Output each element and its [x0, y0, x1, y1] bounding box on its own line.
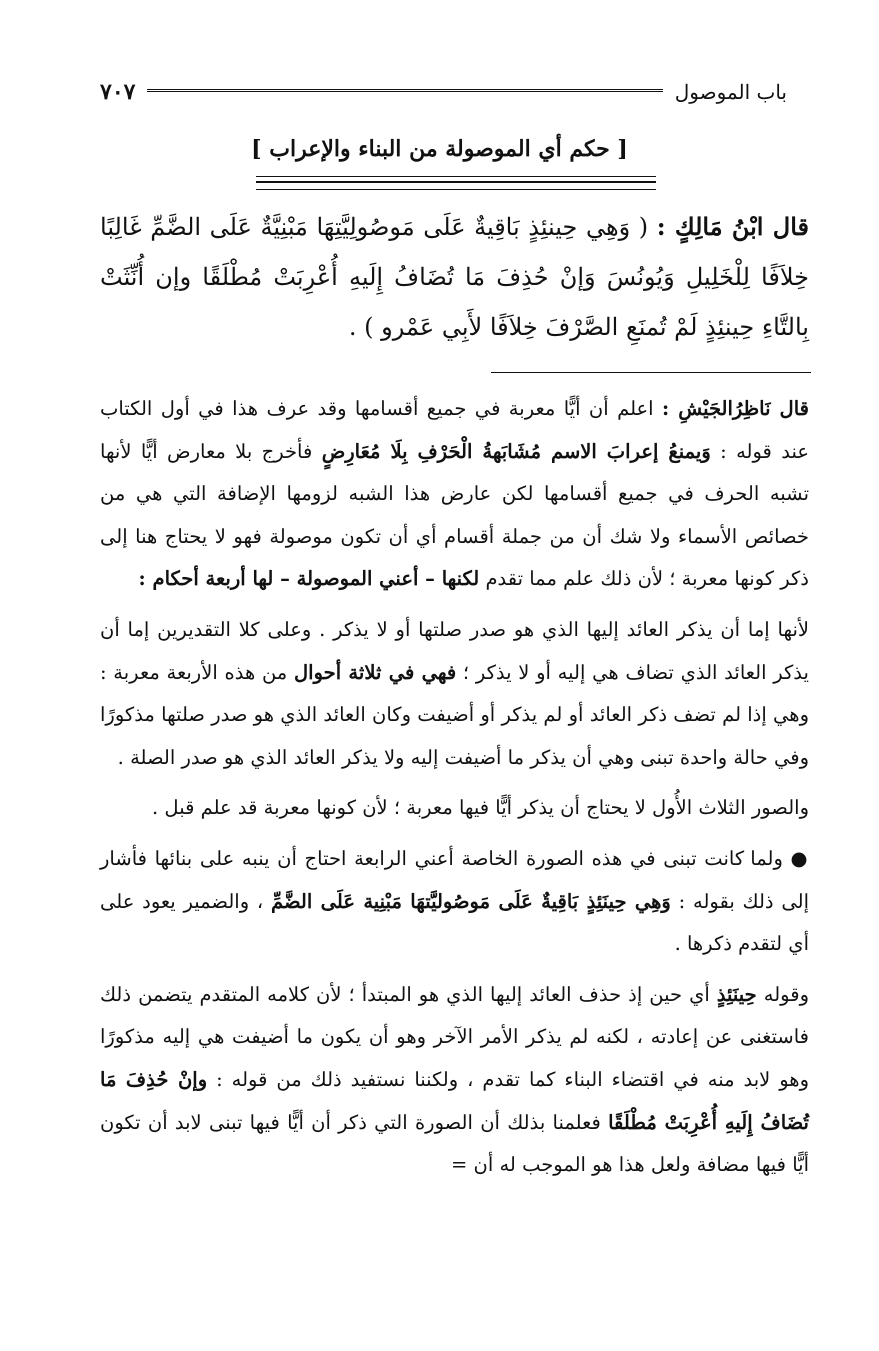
quoted-matn: وَهِي حِينَئِذٍ بَاقِيةٌ عَلَى مَوصُوليَّتهَا مَبْنِية عَلَى الضَّمِّ: [271, 889, 671, 913]
quoted-matn: وَيمنعُ إعرابَ الاسم مُشَابَهةُ الْحَرْفِ بِلَا مُعَارِضٍ: [321, 439, 711, 463]
bold-phrase: لكنها – أعني الموصولة – لها أربعة أحكام :: [138, 567, 480, 591]
paragraph-3: والصور الثلاث الأُول لا يحتاج أن يذكر أيًّا فيها معربة ؛ لأن كونها معربة قد علم قبل .: [152, 796, 809, 820]
paragraph-text: فأخرج بلا معارض أيًّا لأنها تشبه الحرف في جميع أقسامها لكن عارض هذا الشبه لزومها الإضافة التي هي من خصائص الأسماء ولا شك أن من جملة أقسام أي أن تكون موصولة فهو لا يحتاج هنا إلى ذكر كونها معربة ؛ لأن ذلك علم مما تقدم: [100, 439, 809, 591]
paragraph-5: [100, 974, 809, 1187]
paragraph-2: [100, 609, 809, 779]
title-underline: [256, 176, 656, 190]
running-header: [100, 72, 787, 112]
chapter-title: باب الموصول: [674, 80, 787, 104]
header-rule: [147, 89, 662, 95]
paragraph-text: فعلمنا بذلك أن الصورة التي ذكر أن أيًّا فيها تبنى لابد أن تكون أيًّا فيها مضافة ولعل هذا هو الموجب له أن =: [100, 1110, 809, 1177]
separator-rule: [491, 372, 811, 373]
paragraph-4: [100, 838, 809, 966]
paragraph-text: ولما كانت تبنى في هذه الصورة الخاصة أعني الرابعة احتاج أن ينبه على بنائها فأشار إلى ذلك بقوله :: [100, 846, 810, 913]
paragraph-text: أي حين إذ حذف العائد إليها الذي هو المبتدأ ؛ لأن كلامه المتقدم يتضمن ذلك فاستغنى عن إعادته ، لكنه لم يذكر الأمر الآخر وهو أن يكون ما أضيفت هي إليه مذكورًا وهو لابد منه في اقتضاء البناء كما تقدم ، ولكننا نستفيد ذلك من قوله :: [100, 982, 809, 1091]
bold-phrase: فهي في ثلاثة أحوال: [293, 660, 457, 684]
paragraph-text: لأنها إما أن يذكر العائد إليها الذي هو صدر صلتها أو لا يذكر . وعلى كلا التقديرين إما أن يذكر العائد الذي تضاف هي إليه أو لا يذكر ؛: [100, 617, 809, 684]
matn-speaker: قال ابْنُ مَالِكٍ :: [656, 212, 809, 241]
matn-text: [100, 202, 809, 352]
paragraph-text: من هذه الأربعة معربة : وهي إذا لم تضف ذكر العائد أو لم يذكر أو أضيفت وكان العائد الذي هو صدر صلتها مذكورًا وفي حالة واحدة تبنى وهي أن يذكر ما أضيفت إليه ولا يذكر العائد الذي هو صدر الصلة .: [100, 660, 809, 769]
paragraph-text: ، والضمير يعود على أي لتقدم ذكرها .: [100, 889, 809, 956]
bullet-icon: ●: [790, 846, 809, 870]
commentator-name: قال نَاظِرُالجَيْشِ :: [662, 397, 809, 420]
section-title: [ حكم أي الموصولة من البناء والإعراب ]: [251, 136, 628, 162]
commentary: [100, 388, 809, 1187]
paragraph-text: وقوله: [763, 982, 809, 1006]
paragraph-1: [100, 388, 809, 601]
page-number: ٧٠٧: [100, 79, 136, 105]
paragraph-text: اعلم أن أيًّا معربة في جميع أقسامها وقد عرف هذا في أول الكتاب عند قوله :: [100, 397, 810, 463]
quoted-matn: حِينَئِذٍ: [716, 982, 757, 1006]
quoted-matn: وإنْ حُذِفَ مَا تُضَافُ إِلَيهِ أُعْرِبَتْ مُطْلَقًا: [100, 1067, 809, 1134]
matn-body: ( وَهِي حِينئِذٍ بَاقِيةٌ عَلَى مَوصُولِيَّتِهَا مَبْنِيَّةٌ عَلَى الضَّمِّ غَالِبًا خِلاَفًا لِلْخَلِيلِ وَيُونُسَ وَإنْ حُذِفَ مَا تُضَافُ إِلَيهِ أُعْرِبَتْ مُطْلَقًا وإن أُنِّثَتْ بِالتَّاءِ حِينئِذٍ لَمْ تُمنَعِ الصَّرْفَ خِلاَفًا لأَبِي عَمْرو ) .: [100, 213, 809, 341]
